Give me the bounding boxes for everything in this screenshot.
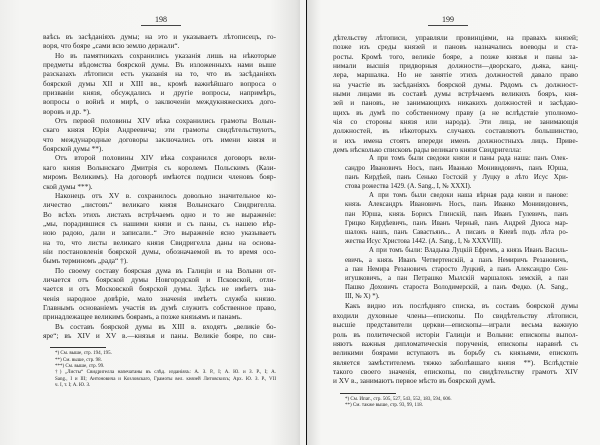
text-line: жества Исус Христова 1442. (A. Sang., I, № XXXVIII). bbox=[345, 238, 503, 246]
text-line: няютъ важныя дипломатическія порученія, епископы наравнѣ съ bbox=[333, 338, 578, 348]
text-line: Отъ первой половины XIV вѣка сохранились грамоты Волын- bbox=[55, 116, 276, 126]
text-line: а пан Немира Резановичъ старосто Луцкий, а панъ Александро Сен- bbox=[345, 265, 568, 273]
text-line: личается отъ боярской думы Новгородской и Псковской, отли- bbox=[43, 274, 276, 284]
text-line: должностей, въ нѣкоторыхъ случаяхъ составляютъ большинство, bbox=[333, 126, 578, 136]
text-line: По своему составу боярская дума въ Галиціи и на Волыни от- bbox=[55, 265, 276, 275]
text-line: Какъ видно изъ послѣдняго списка, въ составъ боярской думы bbox=[345, 301, 578, 311]
text-line: и ихъ имена стоятъ впереди именъ должностныхъ лицъ. Приве- bbox=[333, 135, 578, 145]
text-line: Пашко Доховичъ староста Володимерскій, а панъ Федко. (A. Sang., bbox=[345, 284, 568, 292]
text-line: великими боярами вступаютъ въ борьбу съ князьями, епископъ bbox=[333, 348, 578, 358]
text-line: А при томъ были: Владыка Луцкій Ефремъ, а князь Иванъ Василь- bbox=[369, 247, 568, 255]
text-line: А при томъ были сведоки князи и паны рада наша: панъ Олек- bbox=[369, 155, 568, 163]
footnote: **) См. выше, стр. 98. bbox=[55, 357, 102, 363]
text-line: шалокъ нашъ, панъ Савастьянъ... А писанъ в Киевѣ подъ лѣта ро- bbox=[345, 228, 568, 236]
text-line: боярской думы **). bbox=[43, 144, 104, 154]
text-line: ваѣсь въ засѣданіяхъ думы; на это и указываетъ лѣтописецъ, го- bbox=[43, 32, 276, 41]
text-line: входили духовные члены—епископы. По свидѣтельству лѣтописи, bbox=[333, 310, 578, 320]
text-line: дѣтельству лѣтописи, управляли провинціями, на правахъ князей; bbox=[333, 33, 578, 42]
footnotes bbox=[43, 351, 276, 389]
text-line: воровъ и др. *). bbox=[43, 106, 91, 116]
main-text bbox=[43, 32, 276, 340]
text-line: щихъ въ думѣ по собственному праву (а не вслѣдствіе уполномо- bbox=[333, 107, 578, 117]
paragraph bbox=[43, 116, 276, 153]
text-line: позже изъ среды князей и пановъ назначались воеводы и ста- bbox=[333, 42, 578, 52]
text-line: высшіе представители церкви—епископы—играли весьма важную bbox=[333, 320, 578, 330]
text-line: А при томъ были сведоки наша вѣрная рада князи и панове: bbox=[369, 192, 568, 200]
right-page-body bbox=[333, 33, 578, 409]
text-line: вопросы о войнѣ и мирѣ, о заключеніи междукняжескихъ дого- bbox=[43, 97, 276, 107]
text-line: ченія народное довѣріе, мало значенія имѣетъ служба князю. bbox=[43, 293, 276, 303]
text-line: является замѣстителемъ тяжко заболѣвшаго князя **). Вслѣдствіе bbox=[333, 357, 578, 367]
text-line: призваніи князя, обсуждались и другіе вопросы, напримѣръ, bbox=[43, 88, 276, 98]
text-line: Отъ второй половины XIV вѣка сохранился договоръ вели- bbox=[55, 153, 276, 163]
text-line: воря, что бояре „сами всю землю держали“. bbox=[43, 41, 180, 51]
text-line: и XV в., занимаютъ первое мѣсто въ боярской думѣ. bbox=[333, 376, 496, 386]
text-line: Но въ памятникахъ сохранились указанія лишь на нѣкоторые bbox=[55, 50, 276, 60]
text-line: сандро Ивановичъ Носъ, панъ Иванько Монивидовичъ, панъ Юрша, bbox=[345, 164, 568, 172]
quote-paragraph bbox=[345, 246, 568, 301]
footnote: *) См. выше, стр. 194, 195. bbox=[55, 351, 112, 357]
text-line: ными лицами въ составѣ думы встрѣчаемъ великихъ бояръ, кня- bbox=[333, 89, 578, 99]
left-page-body bbox=[43, 32, 276, 389]
text-line: предметы вѣдомства боярской думы. Въ изложенныхъ нами выше bbox=[43, 60, 276, 70]
text-line: каго князя Волынскаго Дмитрія съ королемъ Польскимъ (Кази- bbox=[43, 162, 276, 172]
text-line: роль въ политической исторіи Галиціи и Волыни: епископы выпол- bbox=[333, 329, 578, 339]
text-line: росты. Кромѣ того, великіе бояре, а позже князья и паны за- bbox=[333, 51, 578, 61]
text-line: стова рожества 1429. (A. Sang., I, № XXXI). bbox=[345, 183, 472, 191]
footnote: *) См. Ипат., стр. 505, 527, 543, 552, 183, 594, 606. bbox=[345, 396, 452, 402]
footnote: ч. I, т. I; А. Ю. З. bbox=[55, 382, 91, 388]
text-line: яре“; въ XIV и XV в.—князья и паны. Великіе бояре, по сви- bbox=[43, 331, 276, 340]
footnotes bbox=[333, 397, 578, 410]
main-text bbox=[333, 33, 578, 154]
text-line: игушковичъ, а пан Петрашко Мылскій маршалокъ земскій, а пан bbox=[345, 274, 568, 282]
text-line: Во всѣхъ этихъ листахъ встрѣчаемъ одно и то же выраженіе: bbox=[43, 209, 276, 219]
quote-paragraph bbox=[345, 191, 568, 246]
text-line: нимали высшія придворныя должности—дворскаго, дьяка, канц- bbox=[333, 61, 578, 71]
footnote: ***) См. выше, стр. 99. bbox=[55, 363, 105, 369]
text-line: скаго князя Юрія Андреевича; эти грамоты свидѣтельствуютъ, bbox=[43, 125, 276, 135]
paragraph bbox=[43, 191, 276, 266]
paragraph bbox=[43, 322, 276, 341]
paragraph bbox=[43, 266, 276, 322]
text-line: чія со стороны князя или народа). Эти лица, не занимающія bbox=[333, 117, 578, 127]
text-line: такого своего значенія, епископы, по свидѣтельству грамотъ XIV bbox=[333, 366, 578, 376]
text-line: зей и пановъ, не занимающихъ никакихъ должностей и засѣдаю- bbox=[333, 98, 578, 108]
text-line: что международные договоры заключались отъ имени князя и bbox=[43, 134, 276, 144]
paragraph bbox=[333, 33, 578, 154]
page-number: 198 bbox=[141, 15, 181, 26]
text-line: принадлежащее великимъ боярамъ, а позже князьямъ и панамъ. bbox=[43, 312, 242, 322]
quoted-documents bbox=[333, 154, 578, 301]
text-line: евичъ, а князь Иванъ Четвертенскій, а панъ Немиричъ Резановичъ, bbox=[345, 256, 568, 264]
footnote-divider bbox=[340, 393, 396, 394]
text-line: Наконецъ отъ XV в. сохранилось довольно значительное ко- bbox=[55, 190, 276, 200]
text-line: чается и отъ Московской боярской думы. Здѣсь не имѣетъ зна- bbox=[43, 284, 276, 294]
text-line: Главнымъ основаніемъ участія въ думѣ служитъ собственное право, bbox=[43, 302, 276, 312]
quote-paragraph bbox=[345, 154, 568, 191]
text-line: бымъ терминомъ „рада“ †). bbox=[43, 256, 128, 266]
footnote: Sang., I и III; Антоновича и Козловскаго, Грамоты вел. князей Литовскихъ; Арх. Ю. З. Р., VII bbox=[55, 376, 276, 382]
text-line: на то, что листы великаго князя Свидригелла даны на основа- bbox=[43, 237, 276, 247]
text-line: демъ нѣсколько списковъ рады великаго князя Свидригелла: bbox=[333, 145, 522, 155]
paragraph bbox=[333, 301, 578, 385]
text-line: князь Александръ Ивановичъ Носъ, панъ Иванко Монивидовичъ, bbox=[345, 201, 568, 209]
right-page bbox=[307, 0, 600, 445]
text-line: ною радою, дали и записали..“ Это выраженіе ясно указываетъ bbox=[43, 228, 276, 238]
text-line: боярской думы XII и XIII вв., кромѣ важнѣйшаго вопроса о bbox=[43, 78, 276, 88]
paragraph bbox=[43, 153, 276, 190]
main-text-continued bbox=[333, 301, 578, 385]
text-line: на участіе въ засѣданіяхъ боярской думы. Рядомъ съ должност- bbox=[333, 79, 578, 89]
text-line: миромъ Великимъ). На договорѣ имѣются подписи членовъ бояр- bbox=[43, 172, 276, 182]
text-line: разсказахъ лѣтописи есть указанія на то, что въ засѣданіяхъ bbox=[43, 69, 276, 79]
text-line: III, № X) *). bbox=[345, 293, 380, 301]
footnote: †) „Листы“ Свидригелла напечатаны въ слѣд. изданіяхъ: А. З. Р., I; А. Ю. и З. Р., I; А. bbox=[55, 370, 276, 376]
page-number: 199 bbox=[428, 15, 468, 26]
text-line: „мы, порадившися съ нашими князи и съ паны, съ нашею вѣр- bbox=[43, 218, 276, 228]
text-line: ніи постановленія боярской думы, обозначаемой въ то время осо- bbox=[43, 246, 276, 256]
text-line: Въ составъ боярской думы въ XIII в. входятъ „великіе бо- bbox=[55, 321, 276, 331]
text-line: Грицко Кирдѣевичъ, панъ Иванъ Черный, панъ Андрей Дуюса мар- bbox=[345, 219, 568, 227]
footnote: **) См. также выше, стр. 93, 99, 118. bbox=[345, 402, 423, 408]
text-line: лера, маршалка. Но не занятіе этихъ должностей давало право bbox=[333, 70, 578, 80]
text-line: пан Юрша, князь Борисъ Глинскій, панъ Иванъ Гулевичъ, панъ bbox=[345, 210, 568, 218]
text-line: панъ Кирдѣей, панъ Сенько Гостскій у Луцку в лѣто Исус Хри- bbox=[345, 173, 568, 181]
text-line: ской думы ***). bbox=[43, 181, 93, 191]
text-line: личество „листовъ“ великаго князя Волынскаго Свидригелла. bbox=[43, 200, 276, 210]
footnote-divider bbox=[50, 347, 106, 348]
paragraph bbox=[43, 51, 276, 116]
paragraph bbox=[43, 32, 276, 51]
